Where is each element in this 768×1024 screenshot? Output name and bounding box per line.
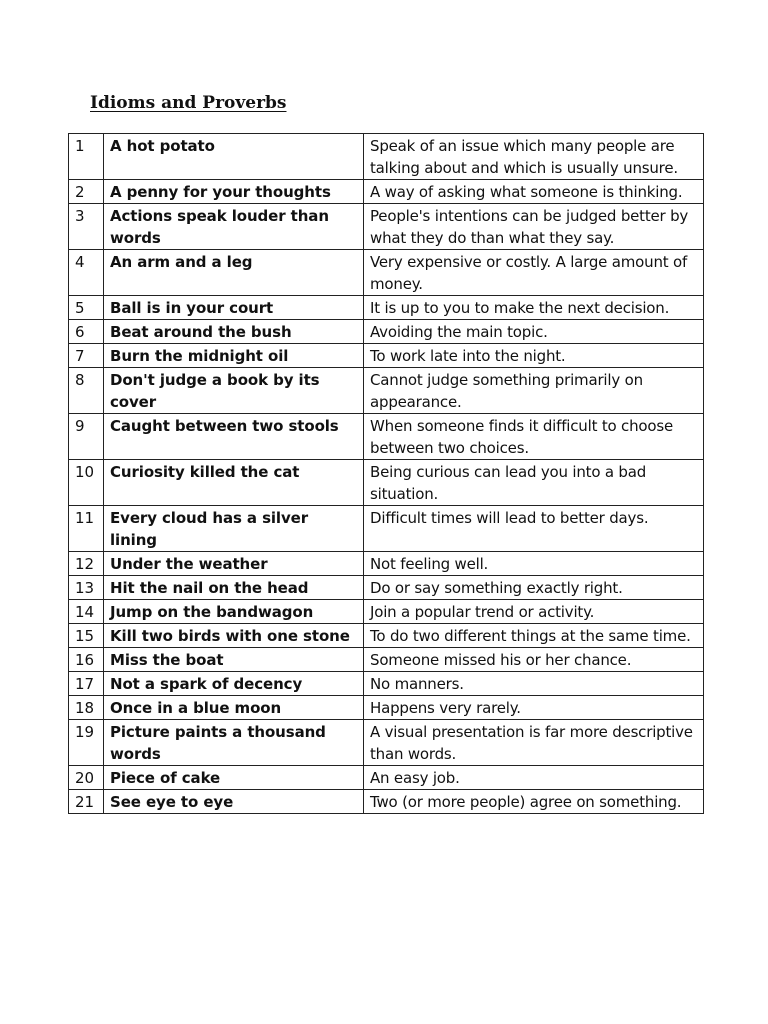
table-row — [69, 790, 704, 814]
meaning-cell: A way of asking what someone is thinking. — [364, 180, 704, 204]
meaning-cell: Difficult times will lead to better days. — [364, 506, 704, 552]
idiom-cell: Burn the midnight oil — [104, 344, 364, 368]
idioms-table — [68, 133, 704, 814]
meaning-cell: No manners. — [364, 672, 704, 696]
row-number: 1 — [69, 134, 104, 180]
table-row — [69, 460, 704, 506]
table-row — [69, 344, 704, 368]
table-row — [69, 576, 704, 600]
page-title: Idioms and Proverbs — [90, 93, 287, 113]
row-number: 16 — [69, 648, 104, 672]
meaning-cell: People's intentions can be judged better by what they do than what they say. — [364, 204, 704, 250]
row-number: 7 — [69, 344, 104, 368]
row-number: 15 — [69, 624, 104, 648]
idiom-cell: Picture paints a thousand words — [104, 720, 364, 766]
row-number: 12 — [69, 552, 104, 576]
row-number: 3 — [69, 204, 104, 250]
row-number: 14 — [69, 600, 104, 624]
idiom-cell: Ball is in your court — [104, 296, 364, 320]
table-row — [69, 600, 704, 624]
table-row — [69, 134, 704, 180]
table-row — [69, 624, 704, 648]
meaning-cell: When someone finds it difficult to choose between two choices. — [364, 414, 704, 460]
meaning-cell: Very expensive or costly. A large amount of money. — [364, 250, 704, 296]
table-row — [69, 506, 704, 552]
idiom-cell: Hit the nail on the head — [104, 576, 364, 600]
table-row — [69, 180, 704, 204]
idiom-cell: A penny for your thoughts — [104, 180, 364, 204]
idiom-cell: See eye to eye — [104, 790, 364, 814]
row-number: 9 — [69, 414, 104, 460]
meaning-cell: An easy job. — [364, 766, 704, 790]
row-number: 20 — [69, 766, 104, 790]
row-number: 2 — [69, 180, 104, 204]
idiom-cell: A hot potato — [104, 134, 364, 180]
meaning-cell: It is up to you to make the next decision. — [364, 296, 704, 320]
idiom-cell: Beat around the bush — [104, 320, 364, 344]
table-row — [69, 766, 704, 790]
table-row — [69, 552, 704, 576]
idiom-cell: Actions speak louder than words — [104, 204, 364, 250]
row-number: 10 — [69, 460, 104, 506]
idiom-cell: Under the weather — [104, 552, 364, 576]
row-number: 18 — [69, 696, 104, 720]
idioms-table-body — [69, 134, 704, 814]
idiom-cell: Miss the boat — [104, 648, 364, 672]
meaning-cell: Join a popular trend or activity. — [364, 600, 704, 624]
meaning-cell: To work late into the night. — [364, 344, 704, 368]
idiom-cell: Kill two birds with one stone — [104, 624, 364, 648]
meaning-cell: Someone missed his or her chance. — [364, 648, 704, 672]
table-row — [69, 250, 704, 296]
row-number: 13 — [69, 576, 104, 600]
table-row — [69, 648, 704, 672]
idiom-cell: Caught between two stools — [104, 414, 364, 460]
meaning-cell: Do or say something exactly right. — [364, 576, 704, 600]
meaning-cell: Not feeling well. — [364, 552, 704, 576]
idiom-cell: Every cloud has a silver lining — [104, 506, 364, 552]
idiom-cell: Don't judge a book by its cover — [104, 368, 364, 414]
meaning-cell: A visual presentation is far more descriptive than words. — [364, 720, 704, 766]
meaning-cell: Happens very rarely. — [364, 696, 704, 720]
idiom-cell: Once in a blue moon — [104, 696, 364, 720]
row-number: 19 — [69, 720, 104, 766]
table-row — [69, 320, 704, 344]
row-number: 5 — [69, 296, 104, 320]
row-number: 11 — [69, 506, 104, 552]
idiom-cell: Jump on the bandwagon — [104, 600, 364, 624]
row-number: 8 — [69, 368, 104, 414]
table-row — [69, 368, 704, 414]
table-row — [69, 696, 704, 720]
meaning-cell: Avoiding the main topic. — [364, 320, 704, 344]
row-number: 6 — [69, 320, 104, 344]
table-row — [69, 672, 704, 696]
meaning-cell: Cannot judge something primarily on appearance. — [364, 368, 704, 414]
table-row — [69, 414, 704, 460]
meaning-cell: Being curious can lead you into a bad situation. — [364, 460, 704, 506]
idiom-cell: Curiosity killed the cat — [104, 460, 364, 506]
row-number: 21 — [69, 790, 104, 814]
meaning-cell: Two (or more people) agree on something. — [364, 790, 704, 814]
table-row — [69, 204, 704, 250]
meaning-cell: To do two different things at the same time. — [364, 624, 704, 648]
meaning-cell: Speak of an issue which many people are talking about and which is usually unsure. — [364, 134, 704, 180]
table-row — [69, 720, 704, 766]
idiom-cell: Not a spark of decency — [104, 672, 364, 696]
row-number: 4 — [69, 250, 104, 296]
idiom-cell: An arm and a leg — [104, 250, 364, 296]
row-number: 17 — [69, 672, 104, 696]
table-row — [69, 296, 704, 320]
idiom-cell: Piece of cake — [104, 766, 364, 790]
